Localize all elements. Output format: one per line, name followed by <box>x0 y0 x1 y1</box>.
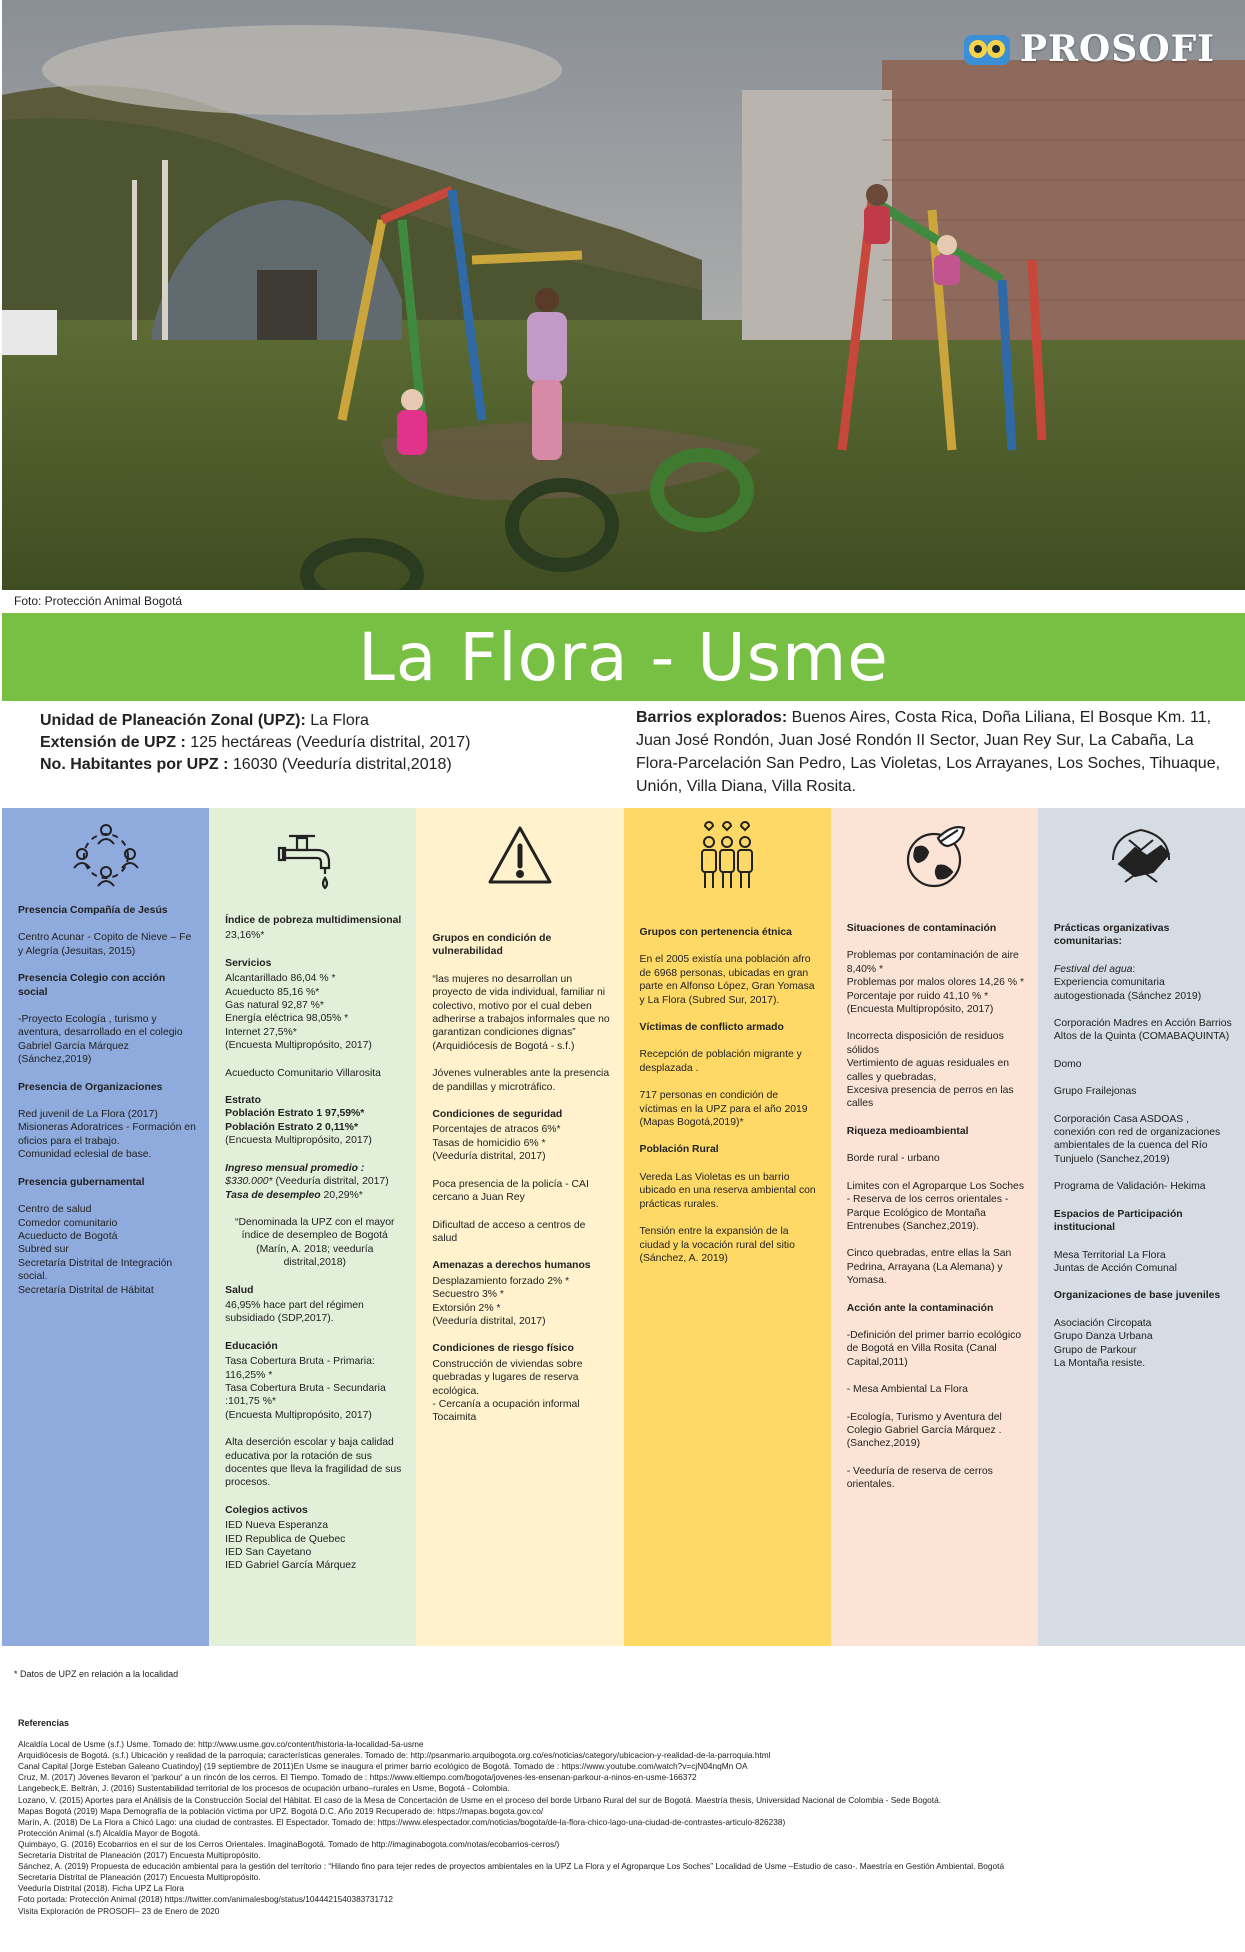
text-gubernamental: Centro de salud Comedor comunitario Acueducto de Bogotá Subred sur Secretaría Distrital de Integración social. Secretaría Distrital de Hábitat <box>18 1204 173 1296</box>
heading-colegio: Presencia Colegio con acción social <box>18 973 166 998</box>
value-pobreza: 23,16%* <box>225 930 265 942</box>
text-acceso-salud: Dificultad de acceso a centros de salud <box>432 1219 586 1244</box>
text-tension: Tensión entre la expansión de la ciudad y la vocación rural del sitio (Sánchez, A. 2019) <box>639 1226 795 1264</box>
upz-label: Unidad de Planeación Zonal (UPZ): <box>40 712 306 729</box>
column-body <box>1054 922 1233 1384</box>
barrios-info <box>636 706 1221 798</box>
reference-item: Secretaría Distrital de Planeación (2017) Encuesta Multipropósito. <box>18 1872 261 1883</box>
text-festival <box>1054 963 1233 1003</box>
heading-ingreso: Ingreso mensual promedio : <box>225 1162 365 1174</box>
column-ethnic-groups <box>624 808 831 1646</box>
heading-accion: Acción ante la contaminación <box>846 1302 994 1314</box>
photo-credit: Foto: Protección Animal Bogotá <box>14 594 183 608</box>
heading-organizaciones: Presencia de Organizaciones <box>18 1081 163 1093</box>
quote-desempleo: “Denominada la UPZ con el mayor índice de desempleo de Bogotá (Marín, A. 2018; veeduría distrital,2018) <box>235 1216 395 1269</box>
column-vulnerability <box>416 808 623 1646</box>
text-servicios: Alcantarillado 86,04 % * Acueducto 85,16 %* Gas natural 92,87 %* Energía eléctrica 98,05% * Internet 27,5%* (Encuesta Multipropósito, 2017) <box>225 973 372 1052</box>
heading-victimas: Víctimas de conflicto armado <box>639 1022 784 1034</box>
heading-pobreza: Índice de pobreza multidimensional <box>225 915 402 926</box>
text-juveniles: Asociación Circopata Grupo Danza Urbana Grupo de Parkour La Montaña resiste. <box>1053 1317 1153 1369</box>
extension-value: 125 hectáreas (Veeduría distrital, 2017) <box>185 734 471 751</box>
people-network-icon <box>70 820 142 892</box>
text-jovenes: Jóvenes vulnerables ante la presencia de pandillas y microtráfico. <box>432 1068 610 1093</box>
heading-participacion: Espacios de Participación institucional <box>1053 1208 1183 1234</box>
text-mesa-ambiental: - Mesa Ambiental La Flora <box>846 1384 968 1396</box>
reference-item: Marín, A. (2018) De La Flora a Chicó Lago: una ciudad de contrastes. El Espectador. Tomado de: https://www.elespectador.com/noticias/bogota/de-la-flora-chico-lago-una-ciudad-de-contrastes-articulo-826238) <box>18 1816 786 1827</box>
references <box>18 1718 1218 1917</box>
text-colegios: IED Nueva Esperanza IED Republica de Quebec IED San Cayetano IED Gabriel García Márquez <box>225 1520 357 1572</box>
reference-item: Alcaldía Local de Usme (s.f.) Usme. Tomado de: http://www.usme.gov.co/content/historia-la-localidad-5a-usme <box>18 1739 424 1750</box>
barrios-label: Barrios explorados: <box>636 709 788 726</box>
playground-photo-illustration <box>2 0 1245 590</box>
upz-info <box>40 710 620 776</box>
column-poverty-services <box>209 808 416 1646</box>
page-title: La Flora - Usme <box>358 618 889 696</box>
heading-riqueza: Riqueza medioambiental <box>846 1125 969 1137</box>
festival-name: Festival del agua <box>1053 963 1133 975</box>
text-compania: Centro Acunar - Copito de Nieve – Fe y Alegría (Jesuitas, 2015) <box>18 932 192 957</box>
text-acueducto-comunitario: Acueducto Comunitario Villarosita <box>225 1067 381 1079</box>
diverse-group-icon <box>691 820 763 892</box>
water-tap-icon <box>277 820 349 892</box>
population-line <box>40 754 620 776</box>
heading-educacion: Educación <box>225 1340 278 1352</box>
title-banner <box>2 613 1245 701</box>
text-domo: Domo <box>1053 1058 1082 1070</box>
text-asdoas: Corporación Casa ASDOAS , conexión con red de organizaciones ambientales de la cuenca del Río Tunjuelo (Sanchez,2019) <box>1053 1113 1221 1165</box>
text-riesgo: Construcción de viviendas sobre quebradas y lugares de reserva ecológica. - Cercanía a ocupación informal Tocaimita <box>432 1358 583 1424</box>
text-veeduria: - Veeduría de reserva de cerros orientales. <box>846 1465 993 1491</box>
text-limites: Limites con el Agroparque Los Soches - Reserva de los cerros orientales - Parque Ecológico de Montaña Entrenubes (Sanchez,2019). <box>846 1180 1025 1232</box>
quote-mujeres: “las mujeres no desarrollan un proyecto de vida individual, familiar ni colectivo, motivo por el cual deben adherirse a trabajos informales que no garantizan condiciones dignas” (Arquidiócesis de Bogotá - s.f.) <box>432 973 610 1052</box>
reference-item: Quimbayo, G. (2016) Ecobarrios en el sur de los Cerros Orientales. ImaginaBogotá. Tomado de http://imaginabogota.com/notas/ecobarrios-cerros/) <box>18 1838 560 1849</box>
footnote: * Datos de UPZ en relación a la localidad <box>14 1669 179 1679</box>
column-presence <box>2 808 209 1646</box>
text-victimas: 717 personas en condición de víctimas en la UPZ para el año 2019 (Mapas Bogotá,2019)* <box>639 1090 808 1129</box>
text-educacion: Tasa Cobertura Bruta - Primaria: 116,25% * Tasa Cobertura Bruta - Secundaria :101,75 %* (Encuesta Multipropósito, 2017) <box>225 1356 386 1421</box>
heading-servicios: Servicios <box>225 957 272 969</box>
cover-photo <box>2 0 1245 590</box>
text-frailejonas: Grupo Frailejonas <box>1053 1086 1137 1098</box>
reference-item: Arquidiócesis de Bogotá. (s.f.) Ubicación y realidad de la parroquia; características generales. Tomado de: http://psanmario.arquibogota.org.co/es/noticias/category/ubicacion-y-realidad-de-la-parroquia.html <box>18 1750 771 1761</box>
text-participacion: Mesa Territorial La Flora Juntas de Acción Comunal <box>1053 1249 1177 1274</box>
text-residuos: Incorrecta disposición de residuos sólidos Vertimiento de aguas residuales en calles y quebradas, Excesiva presencia de perros en las calles <box>846 1031 1014 1110</box>
reference-item: Mapas Bogotá (2019) Mapa Demografía de la población víctima por UPZ. Bogotá D.C. Año 2019 Recuperado de: https://mapas.bogota.gov.co/ <box>18 1805 544 1816</box>
text-organizaciones: Red juvenil de La Flora (2017) Misioneras Adoratrices - Formación en oficios para el trabajo. Comunidad eclesial de base. <box>18 1109 196 1161</box>
heading-colegios: Colegios activos <box>225 1504 308 1516</box>
text-migrantes: Recepción de población migrante y desplazada . <box>639 1049 802 1074</box>
globe-leaf-icon <box>898 820 970 892</box>
text-estrato-source: (Encuesta Multipropósito, 2017) <box>225 1135 372 1147</box>
text-borde: Borde rural - urbano <box>846 1153 940 1165</box>
text-salud: 46,95% hace part del régimen subsidiado (SDP,2017). <box>225 1299 364 1325</box>
extension-label: Extensión de UPZ : <box>40 734 186 751</box>
text-ddhh: Desplazamiento forzado 2% * Secuestro 3% * Extorsión 2% * (Veeduría distrital, 2017) <box>432 1275 570 1327</box>
population-value: 16030 (Veeduría distrital,2018) <box>228 756 452 773</box>
reference-item: Protección Animal (s.f) Alcaldía Mayor de Bogotá. <box>18 1827 201 1838</box>
text-desercion: Alta deserción escolar y baja calidad educativa por la rotación de sus docentes que lleva la fragilidad de sus procesos. <box>225 1437 402 1489</box>
column-body <box>18 904 197 1311</box>
upz-value: La Flora <box>305 712 369 729</box>
estrato-1: Población Estrato 1 97,59%* <box>225 1108 365 1120</box>
reference-item: Langebeck,E. Beltrán, J. (2016) Sustentabilidad territorial de los procesos de ocupación urbano–rurales en Usme, Bogotá - Colombia. <box>18 1783 510 1794</box>
text-quebradas: Cinco quebradas, entre ellas la San Pedrina, Arrayana (La Alemana) y Yomasa. <box>846 1248 1012 1287</box>
joined-hands-icon <box>1105 820 1177 892</box>
text-seguridad: Porcentajes de atracos 6%* Tasas de homicidio 6% * (Veeduría distrital, 2017) <box>432 1124 561 1163</box>
reference-item: Sánchez, A. (2019) Propuesta de educación ambiental para la gestión del territorio : “Hilando fino para tejer redes de proyectos ambientales en la UPZ La Flora y el Agroparque Los Soches” Localidad de Usme –Estudio de caso-. Maestría en Gestión Ambiental. Bogotá <box>18 1861 1005 1872</box>
warning-icon <box>484 820 556 892</box>
brand-name: PROSOFI <box>1019 28 1215 70</box>
text-barrio-ecologico: -Definición del primer barrio ecológico de Bogotá en Villa Rosita (Canal Capital,2011) <box>846 1329 1022 1368</box>
value-desempleo: 20,29%* <box>320 1189 363 1201</box>
heading-vulnerabilidad: Grupos en condición de vulnerabilidad <box>432 933 552 958</box>
heading-seguridad: Condiciones de seguridad <box>432 1109 563 1121</box>
reference-item: Foto portada: Protección Animal (2018) https://twitter.com/animalesbog/status/1044421540383731712 <box>18 1894 393 1905</box>
text-contaminacion: Problemas por contaminación de aire 8,40% * Problemas por malos olores 14,26 % * Porcentaje por ruido 41,10 % * (Encuesta Multipropósito, 2017) <box>846 950 1024 1016</box>
heading-rural: Población Rural <box>639 1144 719 1156</box>
text-comabaquinta: Corporación Madres en Acción Barrios Altos de la Quinta (COMABAQUINTA) <box>1053 1018 1232 1043</box>
heading-compania: Presencia Compañía de Jesús <box>18 905 168 916</box>
upz-line <box>40 710 620 732</box>
text-policia: Poca presencia de la policía - CAI cercano a Juan Rey <box>432 1178 589 1204</box>
column-body <box>225 914 404 1587</box>
source-ingreso: (Veeduría distrital, 2017) <box>272 1176 389 1188</box>
barrios-value: Buenos Aires, Costa Rica, Doña Liliana, El Bosque Km. 11, Juan José Rondón, Juan José Rondón II Sector, Juan Rey Sur, La Cabaña, La Flora-Parcelación San Pedro, Las Violetas, Los Arrayanes, Los Soches, Tihuaque, Unión, Villa Diana, Villa Rosita. <box>636 709 1221 795</box>
text-hekima: Programa de Validación- Hekima <box>1053 1181 1206 1193</box>
festival-desc: : Experiencia comunitaria autogestionada (Sánchez 2019) <box>1053 963 1202 1002</box>
heading-ddhh: Amenazas a derechos humanos <box>432 1260 591 1272</box>
heading-riesgo: Condiciones de riesgo físico <box>432 1343 574 1355</box>
column-environment <box>831 808 1038 1646</box>
reference-item: Secretaría Distrital de Planeación (2017) Encuesta Multipropósito. <box>18 1850 261 1861</box>
text-etnica: En el 2005 existía una población afro de 6968 personas, ubicadas en gran parte en Alfonso López, Gran Yomasa y La Flora (Subred Sur, 2017). <box>639 954 815 1006</box>
heading-salud: Salud <box>225 1284 254 1296</box>
column-body <box>640 926 819 1279</box>
prosofi-logo <box>962 28 1215 70</box>
text-rural: Vereda Las Violetas es un barrio ubicado en una reserva ambiental con prácticas rurales. <box>639 1171 816 1210</box>
text-ecologia-turismo: -Ecología, Turismo y Aventura del Colegio Gabriel García Márquez .(Sanchez,2019) <box>846 1411 1002 1450</box>
references-heading: Referencias <box>18 1718 70 1728</box>
reference-item: Visita Exploración de PROSOFI– 23 de Enero de 2020 <box>18 1905 220 1916</box>
heading-etnica: Grupos con pertenencia étnica <box>639 927 792 938</box>
value-ingreso: $330.000* <box>225 1176 273 1188</box>
column-community-practices <box>1038 808 1245 1646</box>
thematic-columns <box>2 808 1245 1646</box>
heading-practicas: Prácticas organizativas comunitarias: <box>1053 923 1170 948</box>
text-colegio: -Proyecto Ecología , turismo y aventura, desarrollado en el colegio Gabriel García Márquez (Sánchez,2019) <box>18 1014 183 1066</box>
extension-line <box>40 732 620 754</box>
estrato-2: Población Estrato 2 0,11%* <box>225 1121 358 1133</box>
column-body <box>847 922 1026 1506</box>
population-label: No. Habitantes por UPZ : <box>40 756 229 773</box>
text-ingreso <box>225 1162 404 1202</box>
reference-item: Cruz, M. (2017) Jóvenes llevaron el 'parkour' a un rincón de los cerros. El Tiempo. Tomado de : https://www.eltiempo.com/bogota/jovenes-les-ensenan-parkour-a-ninos-en-usme-166372 <box>18 1772 697 1783</box>
heading-estrato: Estrato <box>225 1095 261 1107</box>
reference-item: Veeduría Distrital (2018). Ficha UPZ La Flora <box>18 1883 185 1894</box>
heading-contaminacion: Situaciones de contaminación <box>846 923 997 934</box>
heading-gubernamental: Presencia gubernamental <box>18 1176 145 1188</box>
reference-item: Canal Capital [Jorge Esteban Galeano Cuatindoy] (19 septiembre de 2011)En Usme se inaugura el primer barrio ecológico de Bogotá. Tomado de : https://www.youtube.com/watch?v=cjN04nqMn OA <box>18 1761 748 1772</box>
label-desempleo: Tasa de desempleo <box>225 1189 321 1201</box>
owl-logo-icon <box>962 31 1012 67</box>
column-body <box>432 932 611 1439</box>
reference-item: Lozano, V. (2015) Aportes para el Análisis de la Construcción Social del Hábitat. El caso de la Mesa de Concertación de Usme en el proceso del borde Urbano Rural del sur de Bogotá. Maestría thesis, Universidad Nacional de Colombia - Sede Bogotá. <box>18 1794 942 1805</box>
heading-juveniles: Organizaciones de base juveniles <box>1053 1290 1221 1302</box>
